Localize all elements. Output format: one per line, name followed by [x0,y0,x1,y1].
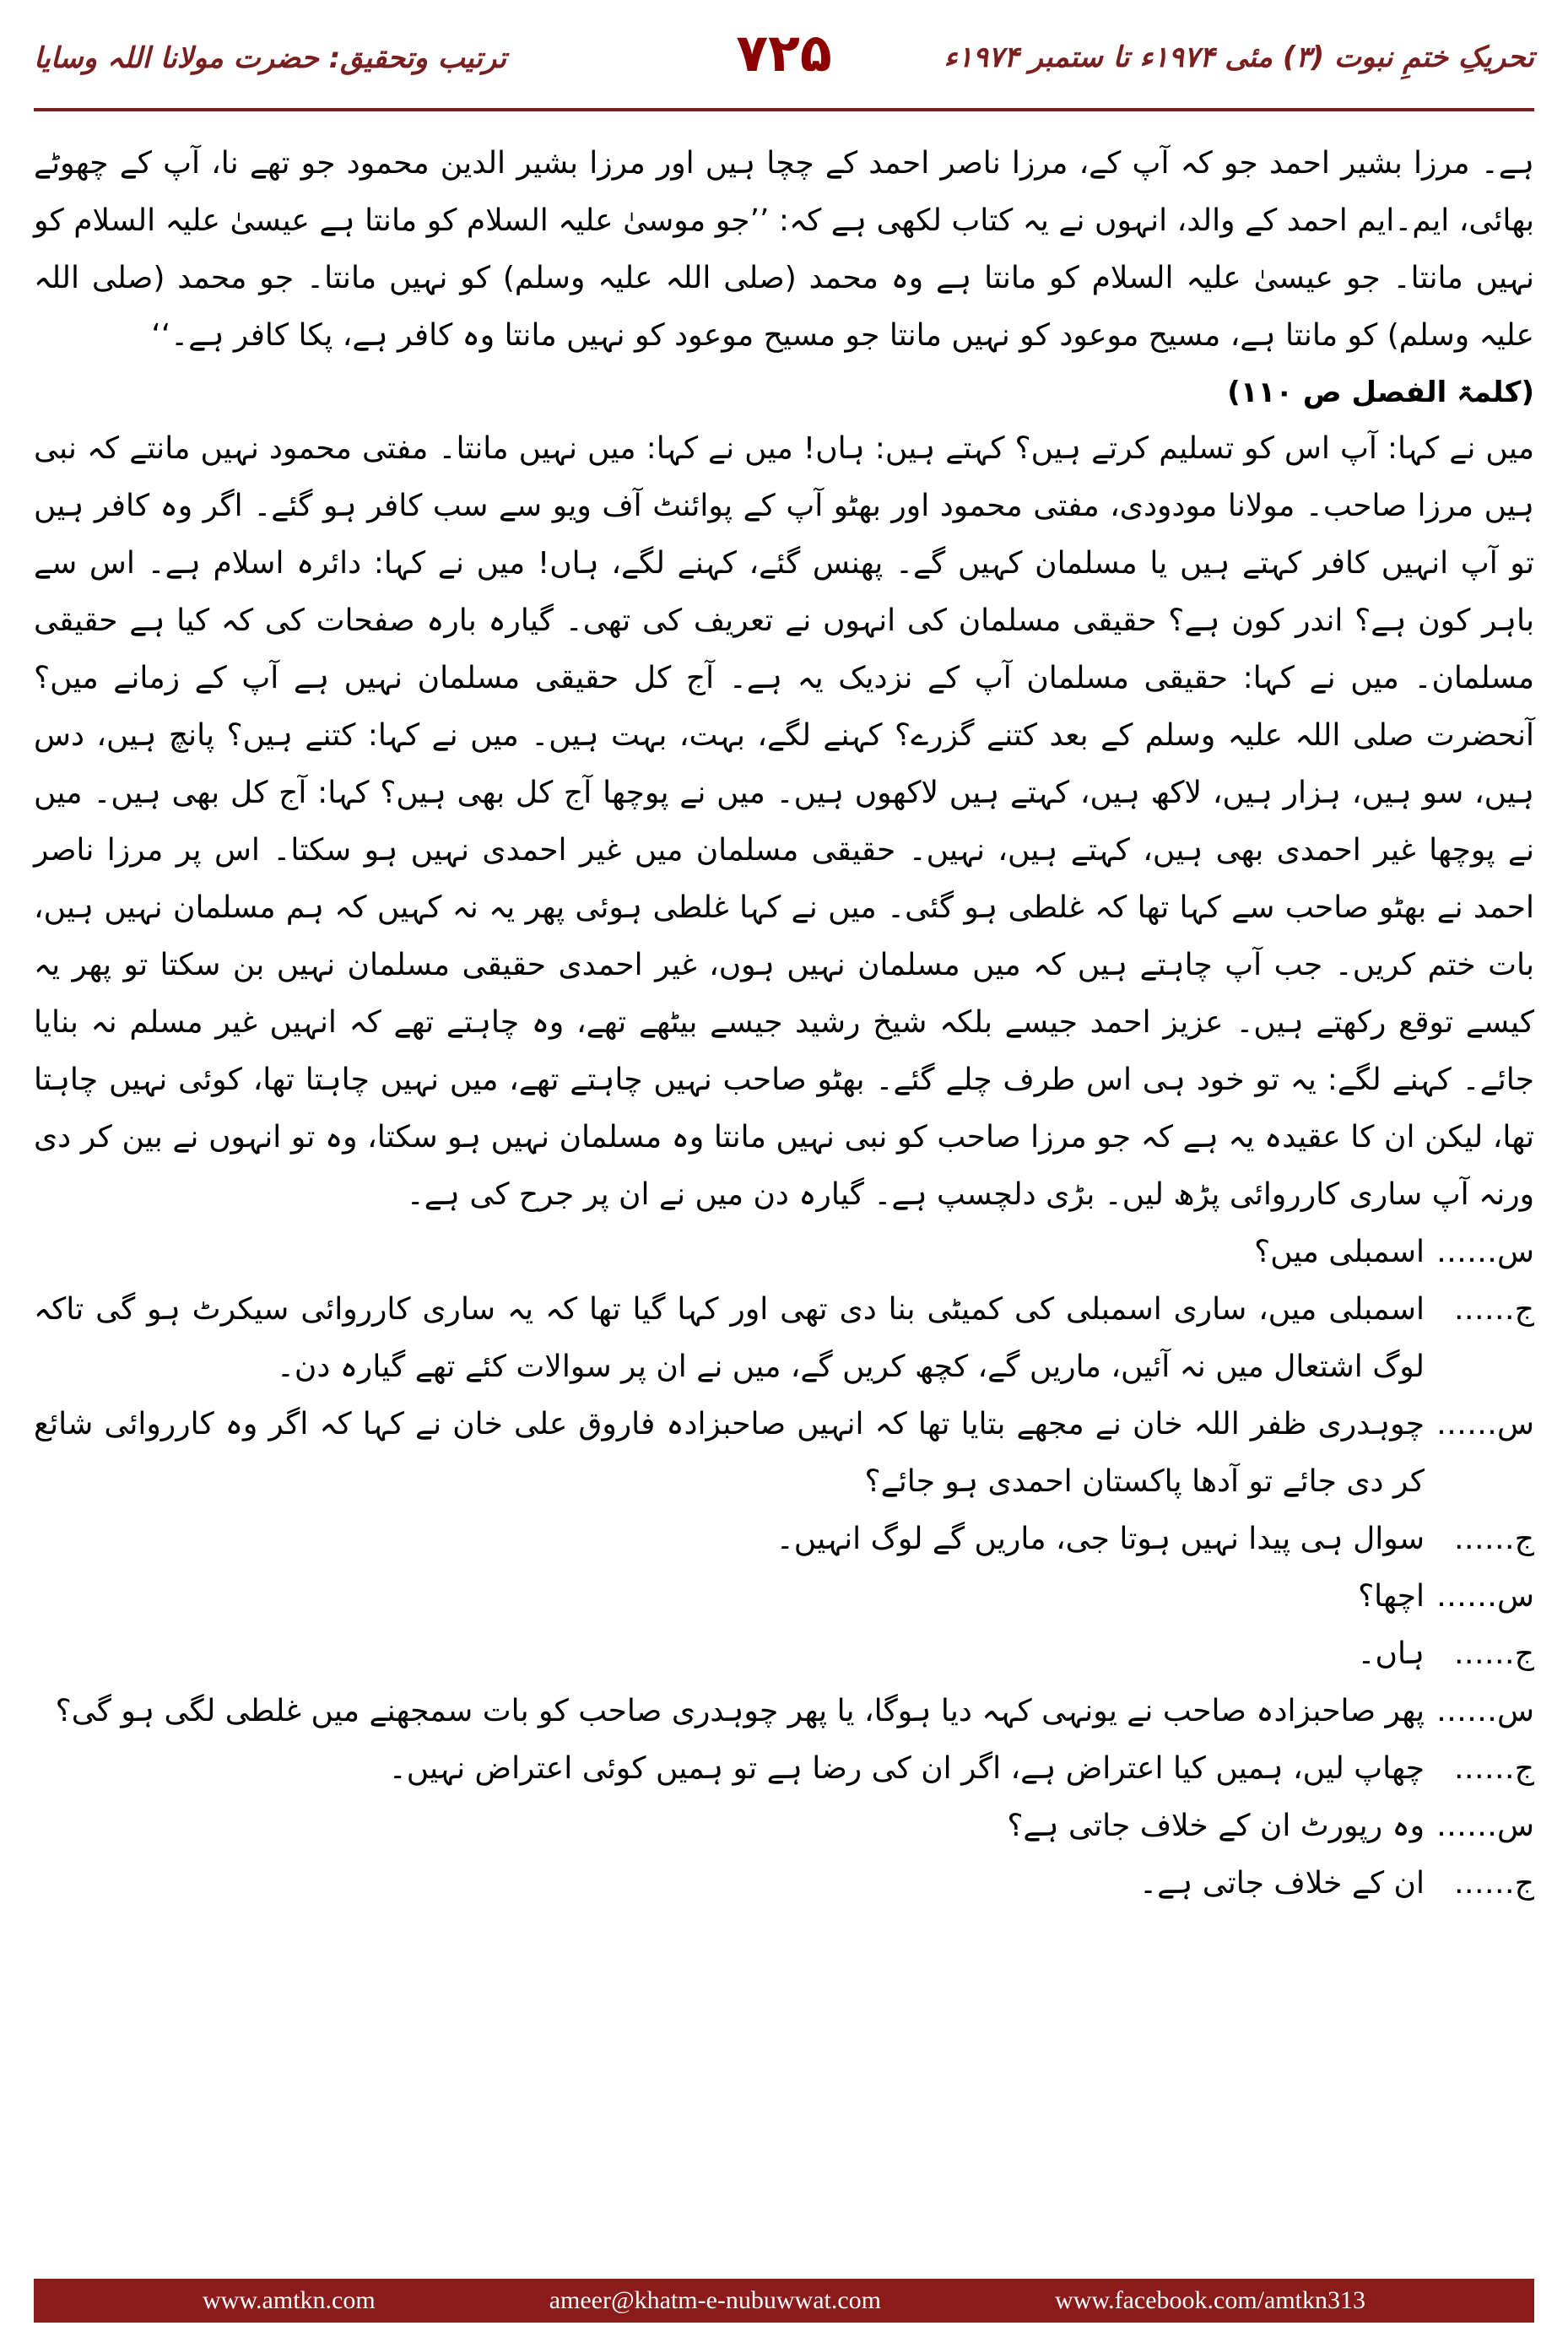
speaker-mark: س…… [1436,1694,1534,1728]
compiler-credit: ترتیب وتحقیق: حضرت مولانا اللہ وسایا [34,41,507,75]
website-link[interactable]: www.amtkn.com [203,2286,376,2314]
intro-paragraph: ہے۔ مرزا بشیر احمد جو کہ آپ کے، مرزا ناصر احمد کے چچا ہیں اور مرزا بشیر الدین محمود جو تھے نا، آپ کے چھوٹے بھائی، ایم۔ایم احمد کے والد، انہوں نے یہ کتاب لکھی ہے کہ: ’’جو موسیٰ علیہ السلام کو مانتا ہے عیسیٰ علیہ السلام کو نہیں مانتا۔ جو عیسیٰ علیہ السلام کو مانتا ہے وہ محمد (صلی اللہ علیہ وسلم) کو نہیں مانتا۔ جو محمد (صلی اللہ علیہ وسلم) کو مانتا ہے، مسیح موعود کو نہیں مانتا جو مسیح موعود کو نہیں مانتا وہ کافر ہے، پکا کافر ہے۔‘‘ [34,146,1534,353]
header-divider [34,108,1534,111]
speaker-mark: ج…… [1453,1751,1534,1786]
footer-bar [34,2279,1534,2323]
page-header [34,15,1534,116]
speaker-mark: ج…… [1453,1636,1534,1671]
speaker-mark: ج…… [1453,1292,1534,1327]
speaker-mark: س…… [1436,1235,1534,1269]
speaker-mark: ج…… [1453,1866,1534,1901]
speaker-mark: ج…… [1453,1522,1534,1556]
dialogue-text: اچھا؟ [1358,1579,1425,1614]
dialogue-line [34,1683,1534,1740]
page-body [34,135,1534,1912]
reference-citation: (کلمۃ الفصل ص ۱۱۰) [1227,376,1534,409]
dialogue-text: چھاپ لیں، ہمیں کیا اعتراض ہے، اگر ان کی رضا ہے تو ہمیں کوئی اعتراض نہیں۔ [388,1751,1425,1786]
dialogue-text: سوال ہی پیدا نہیں ہوتا جی، ماریں گے لوگ انہیں۔ [776,1522,1425,1556]
dialogue-text: چوہدری ظفر اللہ خان نے مجھے بتایا تھا کہ انہیں صاحبزادہ فاروق علی خان نے کہا کہ اگر وہ کارروائی شائع کر دی جائے تو آدھا پاکستان احمدی ہو جائے؟ [34,1407,1425,1499]
dialogue-line [34,1511,1534,1568]
dialogue-line [34,1281,1534,1396]
speaker-mark: س…… [1436,1809,1534,1843]
dialogue-line [34,1625,1534,1683]
dialogue-text: اسمبلی میں؟ [1254,1235,1425,1269]
dialogue-line [34,1798,1534,1855]
book-title: تحریکِ ختمِ نبوت (۳) مئی ۱۹۷۴ء تا ستمبر ۱۹۷۴ء [944,41,1534,74]
page-number: ۷۲۵ [736,22,832,84]
dialogue-text: ان کے خلاف جاتی ہے۔ [1138,1866,1425,1901]
main-paragraph: میں نے کہا: آپ اس کو تسلیم کرتے ہیں؟ کہتے ہیں: ہاں! میں نے کہا: میں نہیں مانتا۔ مفتی محمود نہیں مانتے کہ نبی ہیں مرزا صاحب۔ مولانا مودودی، مفتی محمود اور بھٹو آپ کے پوائنٹ آف ویو سے سب کافر ہو گئے۔ اگر وہ کافر ہیں تو آپ انہیں کافر کہتے ہیں یا مسلمان کہیں گے۔ پھنس گئے، کہنے لگے، ہاں! میں نے کہا: دائرہ اسلام ہے۔ اس سے باہر کون ہے؟ اندر کون ہے؟ حقیقی مسلمان کی انہوں نے تعریف کی تھی۔ گیارہ بارہ صفحات کی کہ کیا ہے حقیقی مسلمان۔ میں نے کہا: حقیقی مسلمان آپ کے نزدیک یہ ہے۔ آج کل حقیقی مسلمان نہیں ہے آپ کے زمانے میں؟ آنحضرت صلی اللہ علیہ وسلم کے بعد کتنے گزرے؟ کہنے لگے، بہت، بہت ہیں۔ میں نے کہا: کتنے ہیں؟ پانچ ہیں، دس ہیں، سو ہیں، ہزار ہیں، لاکھ ہیں، کہتے ہیں لاکھوں ہیں۔ میں نے پوچھا آج کل بھی ہیں؟ کہا: آج کل بھی ہیں۔ میں نے پوچھا غیر احمدی بھی ہیں، کہتے ہیں، نہیں۔ حقیقی مسلمان میں غیر احمدی نہیں ہو سکتا۔ اس پر مرزا ناصر احمد نے بھٹو صاحب سے کہا تھا کہ غلطی ہو گئی۔ میں نے کہا غلطی ہوئی پھر یہ نہ کہیں کہ ہم مسلمان نہیں ہیں، بات ختم کریں۔ جب آپ چاہتے ہیں کہ میں مسلمان نہیں ہوں، غیر احمدی حقیقی مسلمان نہیں بن سکتا تو پھر یہ کیسے توقع رکھتے ہیں۔ عزیز احمد جیسے بلکہ شیخ رشید جیسے بیٹھے تھے، وہ چاہتے تھے کہ انہیں غیر مسلم نہ بنایا جائے۔ کہنے لگے: یہ تو خود ہی اس طرف چلے گئے۔ بھٹو صاحب نہیں چاہتے تھے، میں نہیں چاہتا تھا، کوئی نہیں چاہتا تھا، لیکن ان کا عقیدہ یہ ہے کہ جو مرزا صاحب کو نبی نہیں مانتا وہ مسلمان نہیں ہو سکتا، وہ تو انہوں نے بین کر دی ورنہ آپ ساری کارروائی پڑھ لیں۔ بڑی دلچسپ ہے۔ گیارہ دن میں نے ان پر جرح کی ہے۔ [34,431,1534,1212]
dialogue-line [34,1740,1534,1798]
speaker-mark: س…… [1436,1407,1534,1441]
dialogue-line [34,1224,1534,1281]
email-link[interactable]: ameer@khatm-e-nubuwwat.com [549,2286,882,2314]
dialogue-text: وہ رپورٹ ان کے خلاف جاتی ہے؟ [1007,1809,1425,1843]
dialogue-text: اسمبلی میں، ساری اسمبلی کی کمیٹی بنا دی تھی اور کہا گیا تھا کہ یہ ساری کارروائی سیکرٹ ہو گی تاکہ لوگ اشتعال میں نہ آئیں، ماریں گے، کچھ کریں گے، میں نے ان پر سوالات کئے تھے گیارہ دن۔ [34,1292,1425,1384]
facebook-link[interactable]: www.facebook.com/amtkn313 [1055,2286,1365,2314]
dialogue-line [34,1568,1534,1625]
dialogue-text: ہاں۔ [1357,1636,1425,1671]
dialogue-line [34,1855,1534,1912]
speaker-mark: س…… [1436,1579,1534,1614]
dialogue-line [34,1396,1534,1511]
dialogue-text: پھر صاحبزادہ صاحب نے یونہی کہہ دیا ہوگا، یا پھر چوہدری صاحب کو بات سمجھنے میں غلطی لگی ہو گی؟ [55,1694,1425,1728]
